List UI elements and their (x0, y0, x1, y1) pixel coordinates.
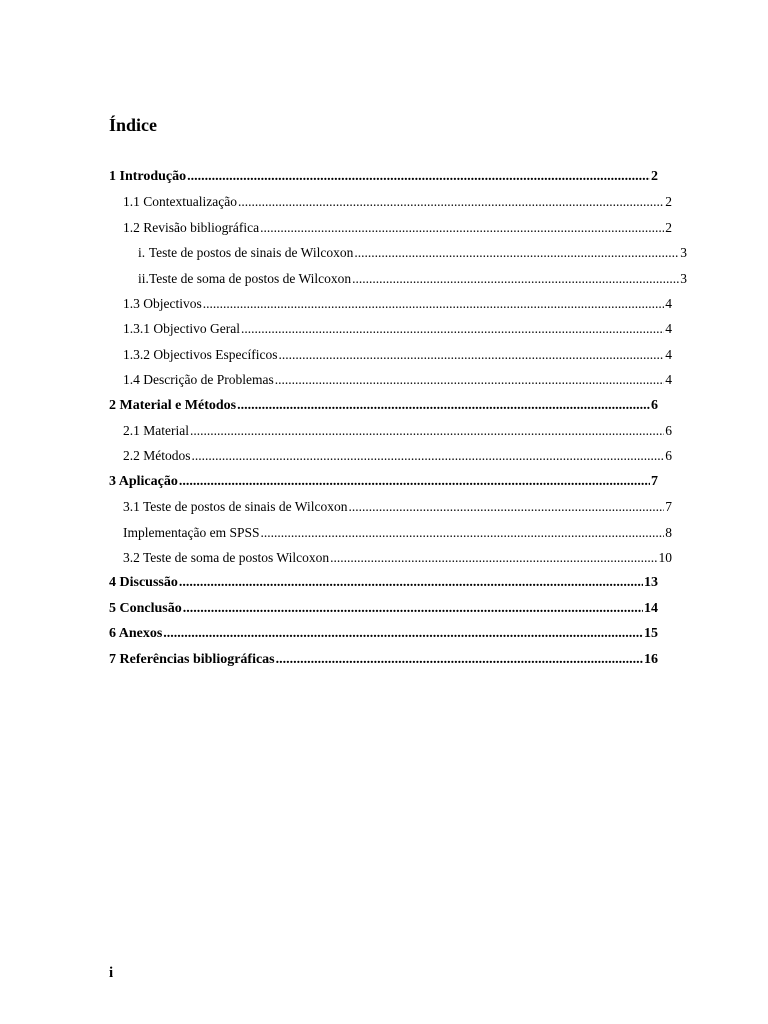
toc-entry[interactable] (109, 573, 658, 593)
toc-dot-leader (179, 472, 650, 492)
toc-entry[interactable] (109, 319, 672, 339)
toc-entry-label: 6 Anexos (109, 626, 163, 641)
toc-entry-label: 2.2 Métodos (123, 448, 191, 463)
toc-dot-leader (275, 370, 665, 390)
toc-entry-label: 1.2 Revisão bibliográfica (123, 220, 260, 235)
toc-entry[interactable] (109, 421, 672, 441)
toc-entry-number: ii. (138, 271, 149, 286)
toc-dot-leader (352, 269, 679, 289)
toc-entry[interactable] (109, 650, 658, 670)
toc-entry-page: 6 (651, 398, 658, 413)
toc-entry-label: 1.3 Objectivos (123, 296, 202, 311)
toc-entry-label: 1.1 Contextualização (123, 194, 237, 209)
toc-entry-label: 1.4 Descrição de Problemas (123, 372, 274, 387)
toc-entry-label: Teste de soma de postos de Wilcoxon (148, 271, 352, 286)
toc-entry-page: 8 (665, 525, 672, 540)
toc-entry-label: 3.1 Teste de postos de sinais de Wilcoxon (123, 499, 348, 514)
toc-entry-label: 7 Referências bibliográficas (109, 652, 275, 667)
toc-dot-leader (238, 192, 664, 212)
toc-entry-label: 3.2 Teste de soma de postos Wilcoxon (123, 550, 330, 565)
toc-entry-page: 13 (644, 575, 658, 590)
toc-entry-page: 2 (651, 169, 658, 184)
toc-dot-leader (260, 218, 664, 238)
toc-dot-leader (278, 345, 664, 365)
toc-dot-leader (192, 446, 665, 466)
toc-entry-label: 3 Aplicação (109, 474, 178, 489)
toc-entry-page: 3 (680, 271, 687, 286)
toc-entry[interactable] (109, 523, 672, 543)
page-number: i (109, 965, 114, 981)
toc-entry[interactable] (109, 269, 687, 289)
toc-entry-page: 6 (665, 448, 672, 463)
toc-entry-page: 3 (680, 245, 687, 260)
toc-entry-label: Teste de postos de sinais de Wilcoxon (148, 245, 354, 260)
toc-entry[interactable] (109, 167, 658, 187)
toc-entry-label: 1.3.2 Objectivos Específicos (123, 347, 278, 362)
toc-dot-leader (190, 421, 664, 441)
toc-entry-page: 15 (644, 626, 658, 641)
toc-dot-leader (183, 599, 643, 619)
toc-entry-label: 1 Introdução (109, 169, 187, 184)
toc-entry-page: 16 (644, 652, 658, 667)
toc-entry[interactable] (109, 294, 672, 314)
toc-entry-label: 2 Material e Métodos (109, 398, 237, 413)
toc-entry[interactable] (109, 548, 672, 568)
toc-entry[interactable] (109, 446, 672, 466)
toc-dot-leader (260, 523, 664, 543)
toc-entry[interactable] (109, 497, 672, 517)
toc-entry[interactable] (109, 243, 687, 263)
page-title: Índice (109, 115, 158, 135)
toc-entry-page: 6 (665, 423, 672, 438)
toc-entry[interactable] (109, 624, 658, 644)
toc-entry-label: 1.3.1 Objectivo Geral (123, 321, 240, 336)
toc-dot-leader (237, 396, 650, 416)
toc-entry[interactable] (109, 472, 658, 492)
toc-entry-page: 2 (665, 194, 672, 209)
toc-entry-page: 10 (658, 550, 672, 565)
toc-dot-leader (276, 650, 643, 670)
toc-entry[interactable] (109, 192, 672, 212)
toc-entry[interactable] (109, 370, 672, 390)
toc-dot-leader (330, 548, 657, 568)
toc-entry-label: 4 Discussão (109, 575, 178, 590)
toc-entry[interactable] (109, 396, 658, 416)
toc-dot-leader (203, 294, 665, 314)
toc-entry-number: i. (138, 245, 146, 260)
toc-entry[interactable] (109, 345, 672, 365)
toc-dot-leader (354, 243, 679, 263)
toc-entry-label: Implementação em SPSS (123, 525, 260, 540)
toc-entry[interactable] (109, 599, 658, 619)
toc-entry-page: 7 (665, 499, 672, 514)
toc-dot-leader (348, 497, 664, 517)
toc-entry-page: 7 (651, 474, 658, 489)
toc-dot-leader (179, 573, 643, 593)
toc-entry-page: 14 (644, 601, 658, 616)
toc-entry-label: 5 Conclusão (109, 601, 182, 616)
toc-dot-leader (163, 624, 643, 644)
toc-entry-page: 2 (665, 220, 672, 235)
toc-entry[interactable] (109, 218, 672, 238)
toc-entry-page: 4 (665, 296, 672, 311)
toc-entry-page: 4 (665, 321, 672, 336)
toc-entry-page: 4 (665, 347, 672, 362)
toc-entry-page: 4 (665, 372, 672, 387)
toc-dot-leader (187, 167, 650, 187)
toc-dot-leader (241, 319, 664, 339)
toc-entry-label: 2.1 Material (123, 423, 189, 438)
